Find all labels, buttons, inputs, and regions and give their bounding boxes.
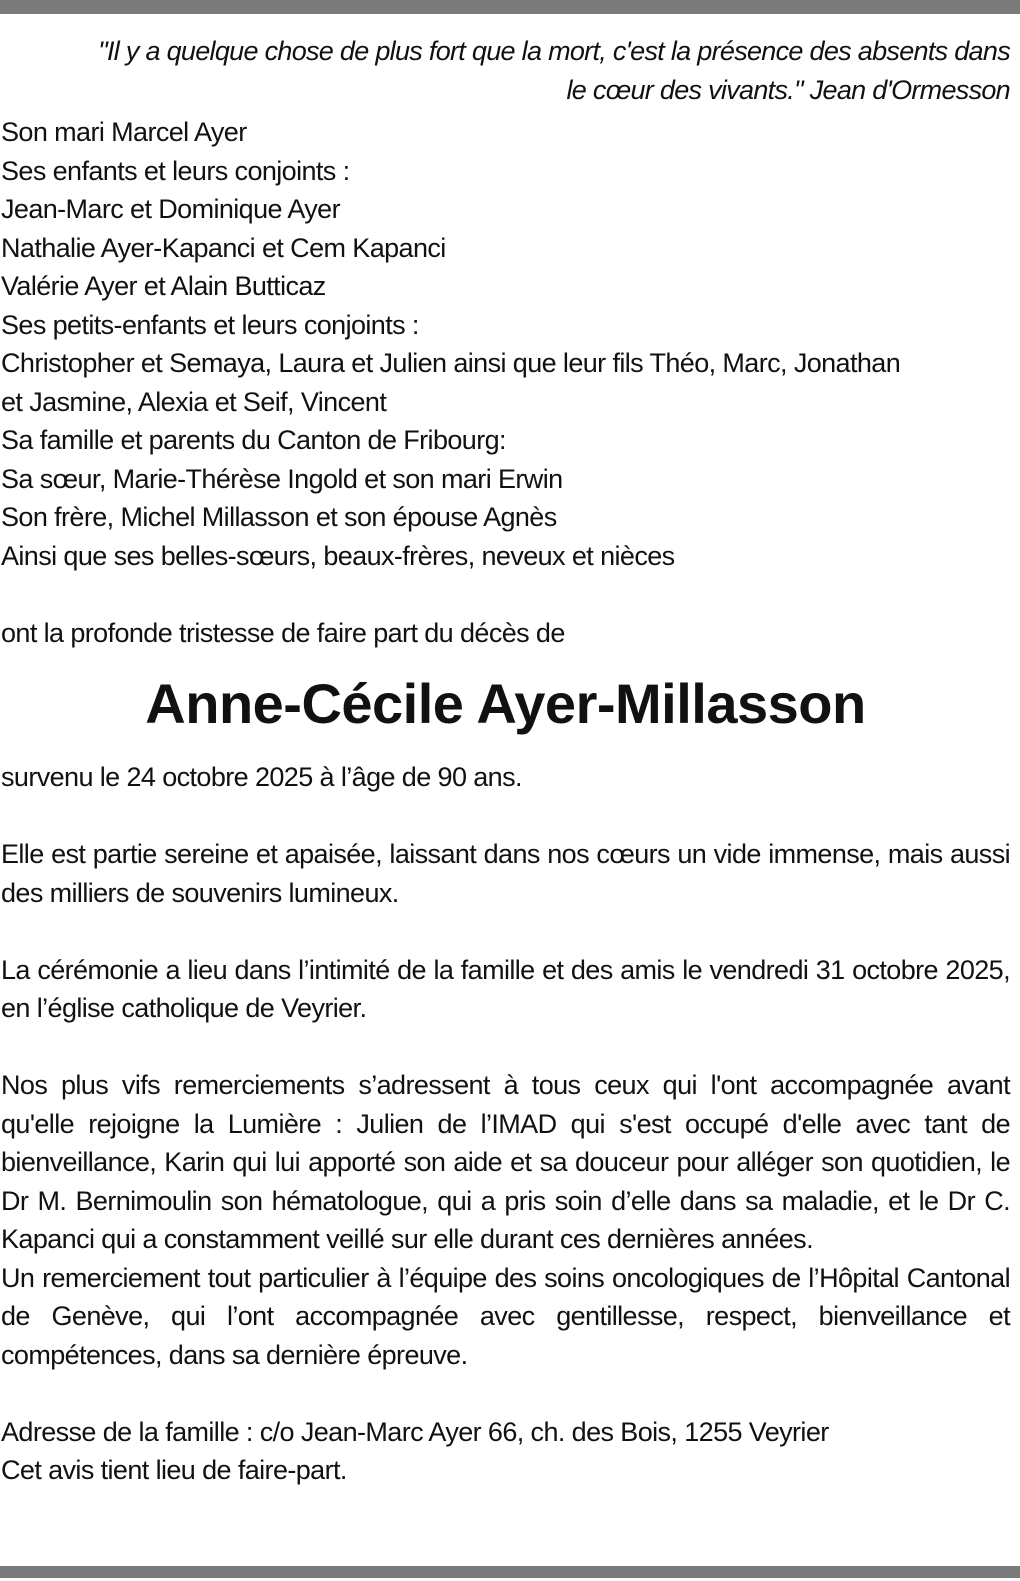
family-line: Ses enfants et leurs conjoints : [1, 155, 350, 186]
quote-line-1: "Il y a quelque chose de plus fort que la mort, c'est la présence des absents dans [98, 36, 1010, 66]
paragraph-thanks: Nos plus vifs remerciements s’adressent à tous ceux qui l'ont accompagnée avant qu'elle rejoigne la Lumière : Julien de l’IMAD qui s'est occupé d'elle avec tant de bienveillance, Karin qui lui apporté son aide et sa douceur pour alléger son quotidien, le Dr M. Bernimoulin son hématologue, qui a pris soin d’elle dans sa maladie, et le Dr C. Kapanci qui a constamment veillé sur elle durant ces dernières années. [1, 1070, 1010, 1254]
family-line: Nathalie Ayer-Kapanci et Cem Kapanci [1, 232, 446, 263]
epigraph-quote [1, 32, 1010, 109]
spacer [1, 575, 1010, 614]
paragraph-serene: Elle est partie sereine et apaisée, laissant dans nos cœurs un vide immense, mais aussi des milliers de souvenirs lumineux. [1, 839, 1010, 908]
obituary-notice [1, 32, 1010, 1490]
spacer [1, 1374, 1010, 1413]
spacer [1, 912, 1010, 951]
family-line: Sa famille et parents du Canton de Fribourg: [1, 425, 506, 455]
family-address: Adresse de la famille : c/o Jean-Marc Ayer 66, ch. des Bois, 1255 Veyrier [1, 1416, 829, 1447]
bottom-divider [0, 1566, 1020, 1578]
quote-line-2: le cœur des vivants." Jean d'Ormesson [566, 74, 1010, 105]
deceased-name: Anne-Cécile Ayer-Millasson [145, 672, 866, 735]
family-line: Ses petits-enfants et leurs conjoints : [1, 309, 419, 340]
family-line: Sa sœur, Marie-Thérèse Ingold et son mari Erwin [1, 463, 563, 494]
family-line: Jean-Marc et Dominique Ayer [1, 194, 340, 224]
family-line: Son mari Marcel Ayer [1, 117, 247, 147]
death-info: survenu le 24 octobre 2025 à l’âge de 90 ans. [1, 762, 522, 792]
family-list [1, 113, 1010, 575]
top-divider [0, 0, 1020, 14]
spacer [1, 1028, 1010, 1067]
family-line: et Jasmine, Alexia et Seif, Vincent [1, 386, 387, 417]
family-line: Ainsi que ses belles-sœurs, beaux-frères, neveux et nièces [1, 540, 675, 571]
spacer [1, 797, 1010, 836]
paragraph-ceremony: La cérémonie a lieu dans l’intimité de la famille et des amis le vendredi 31 octobre 2025, en l’église catholique de Veyrier. [1, 954, 1010, 1023]
family-line: Christopher et Semaya, Laura et Julien ainsi que leur fils Théo, Marc, Jonathan [1, 348, 901, 378]
paragraph-hospital: Un remerciement tout particulier à l’équipe des soins oncologiques de l’Hôpital Cantonal de Genève, qui l’ont accompagnée avec gentillesse, respect, bienveillance et compétences, dans sa dernière épreuve. [1, 1262, 1010, 1370]
announcement-text: ont la profonde tristesse de faire part du décès de [1, 617, 565, 648]
family-line: Son frère, Michel Millasson et son épouse Agnès [1, 502, 557, 532]
closing-note: Cet avis tient lieu de faire-part. [1, 1455, 347, 1485]
family-line: Valérie Ayer et Alain Butticaz [1, 271, 326, 301]
